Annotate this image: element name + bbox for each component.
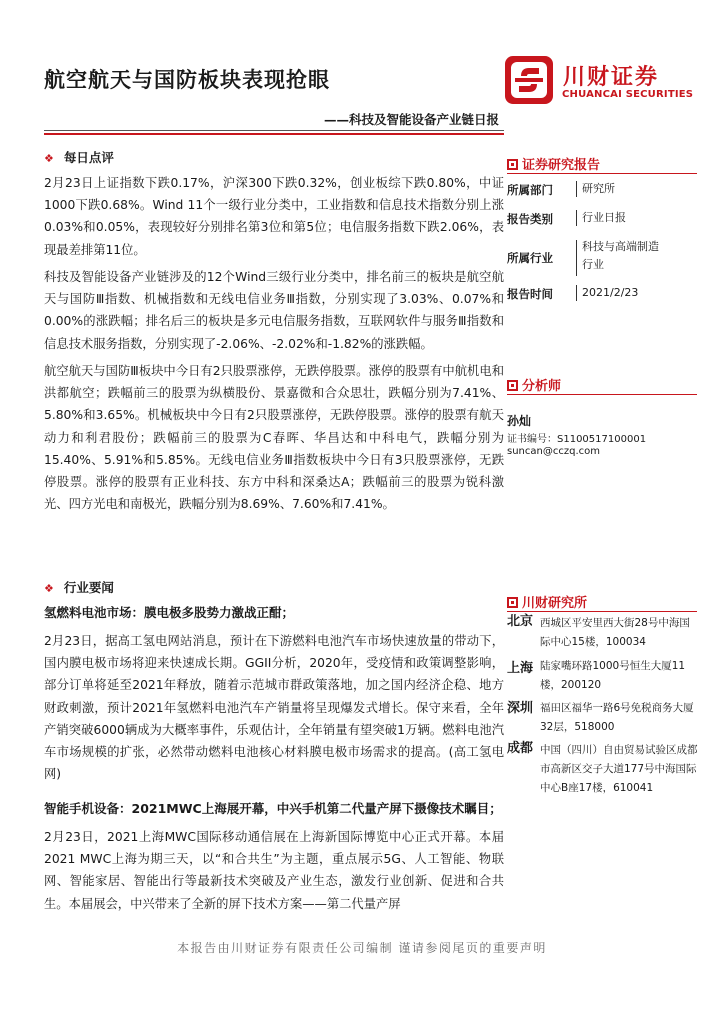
office-address-shanghai: 陆家嘴环路1000号恒生大厦11楼，200120: [540, 660, 686, 691]
header-rule-accent: [44, 133, 504, 135]
logo-chinese-name: 川财证券: [563, 65, 660, 90]
value-report-type: 行业日报: [582, 211, 626, 224]
sidebar-institute-title: 川财研究所: [507, 592, 587, 611]
separator: [576, 240, 577, 276]
chuancai-logo-icon: [505, 56, 553, 104]
label-department: 所属部门: [507, 183, 553, 197]
analyst-cert: 证书编号：S1100517100001: [507, 434, 647, 445]
news-headline-1: 氢燃料电池市场：膜电极多股势力激战正酣；: [44, 605, 295, 620]
sidebar-report-title: 证券研究报告: [507, 154, 600, 173]
diamond-bullet-icon: ❖: [44, 582, 54, 595]
page-title: 航空航天与国防板块表现抢眼: [44, 68, 330, 92]
analyst-email[interactable]: suncan@cczq.com: [507, 446, 600, 457]
office-address-shenzhen: 福田区福华一路6号免税商务大厦32层，518000: [540, 702, 694, 733]
footer-disclaimer: 本报告由川财证券有限责任公司编制 谨请参阅尾页的重要声明: [177, 941, 547, 955]
separator: [576, 210, 577, 226]
paragraph-news-1: 2月23日，据高工氢电网站消息，预计在下游燃料电池汽车市场快速放量的带动下，国内膜电极市场将迎来快速成长期。GGII分析，2020年，受疫情和政策调整影响，部分订单将延至2021年释放，随着示范城市群政策落地，加之国内经济企稳、地方财政刺激，预计2021年氢燃料电池汽车产销量将呈现爆发式增长。保守来看，全年产销突破6000辆成为大概率事件，乐观估计，全年销量有望突破1万辆。燃料电池汽车市场规模的扩张，必然带动燃料电池核心材料膜电极市场需求的提高。(高工氢电网): [44, 634, 504, 782]
separator: [576, 181, 577, 197]
label-report-type: 报告类别: [507, 212, 553, 226]
label-report-date: 报告时间: [507, 287, 553, 301]
office-address-chengdu: 中国（四川）自由贸易试验区成都市高新区交子大道177号中海国际中心B座17楼，610041: [540, 744, 698, 794]
office-address-beijing: 西城区平安里西大街28号中海国际中心15楼，100034: [540, 617, 690, 648]
value-industry: 科技与高端制造行业: [582, 240, 659, 271]
diamond-bullet-icon: ❖: [44, 152, 54, 165]
sidebar-analyst-title: 分析师: [507, 375, 561, 394]
office-city-shanghai: 上海: [507, 661, 534, 676]
sidebar-rule: [507, 611, 697, 612]
value-department: 研究所: [582, 182, 615, 195]
separator: [576, 285, 577, 301]
header-rule: [44, 130, 504, 131]
report-subtitle: ——科技及智能设备产业链日报: [323, 112, 499, 127]
sidebar-rule: [507, 394, 697, 395]
logo-english-name: CHUANCAI SECURITIES: [562, 89, 694, 100]
paragraph-daily-2: 科技及智能设备产业链涉及的12个Wind三级行业分类中，排名前三的板块是航空航天与国防Ⅲ指数、机械指数和无线电信业务Ⅲ指数，分别实现了3.03%、0.07%和0.00%的涨跌幅；排名后三的板块是多元电信服务指数，互联网软件与服务Ⅲ指数和信息技术服务指数，分别实现了-2.06%、-2.02%和-1.82%的涨跌幅。: [44, 270, 504, 351]
section-marker-icon: [507, 597, 518, 608]
company-logo: [505, 56, 695, 106]
analyst-name: 孙灿: [507, 414, 532, 428]
paragraph-daily-3: 航空航天与国防Ⅲ板块中今日有2只股票涨停，无跌停股票。涨停的股票有中航机电和洪都航空；跌幅前三的股票为纵横股份、景嘉微和合众思壮，跌幅分别为7.41%、5.80%和3.65%。机械板块中今日有2只股票涨停，无跌停股票。涨停的股票有航天动力和利君股份；跌幅前三的股票为C春晖、华昌达和中科电气，跌幅分别为15.40%、5.91%和5.85%。无线电信业务Ⅲ指数板块中今日有3只股票涨停，无跌停股票。涨停的股票有正业科技、东方中科和深桑达A；跌幅前三的股票为锐科激光、四方光电和南极光，跌幅分别为8.69%、7.60%和7.41%。: [44, 364, 504, 512]
sidebar-rule: [507, 173, 697, 174]
section-marker-icon: [507, 380, 518, 391]
office-city-beijing: 北京: [507, 614, 534, 629]
news-headline-2: 智能手机设备：2021MWC上海展开幕，中兴手机第二代量产屏下摄像技术瞩目；: [44, 801, 502, 816]
paragraph-daily-1: 2月23日上证指数下跌0.17%，沪深300下跌0.32%，创业板综下跌0.80%，中证1000下跌0.68%。Wind 11个一级行业分类中，工业指数和信息技术指数分别上涨0.03%和0.05%，表现较好分别排名第3位和第5位；电信服务指数下跌2.06%，表现最差排第11位。: [44, 176, 504, 257]
section-marker-icon: [507, 159, 518, 170]
label-industry: 所属行业: [507, 251, 553, 265]
paragraph-news-2: 2月23日，2021上海MWC国际移动通信展在上海新国际博览中心正式开幕。本届2021 MWC上海为期三天，以“和合共生”为主题，重点展示5G、人工智能、物联网、智能家居、智能出行等最新技术突破及产业生态，激发行业创新、促进和合共生。本届展会，中兴带来了全新的屏下技术方案——第二代量产屏: [44, 830, 504, 911]
value-report-date: 2021/2/23: [582, 286, 639, 299]
section-heading-news: ❖ 行业要闻: [44, 580, 114, 595]
office-city-chengdu: 成都: [507, 741, 534, 756]
office-city-shenzhen: 深圳: [507, 701, 534, 716]
section-heading-daily: ❖ 每日点评: [44, 150, 114, 165]
